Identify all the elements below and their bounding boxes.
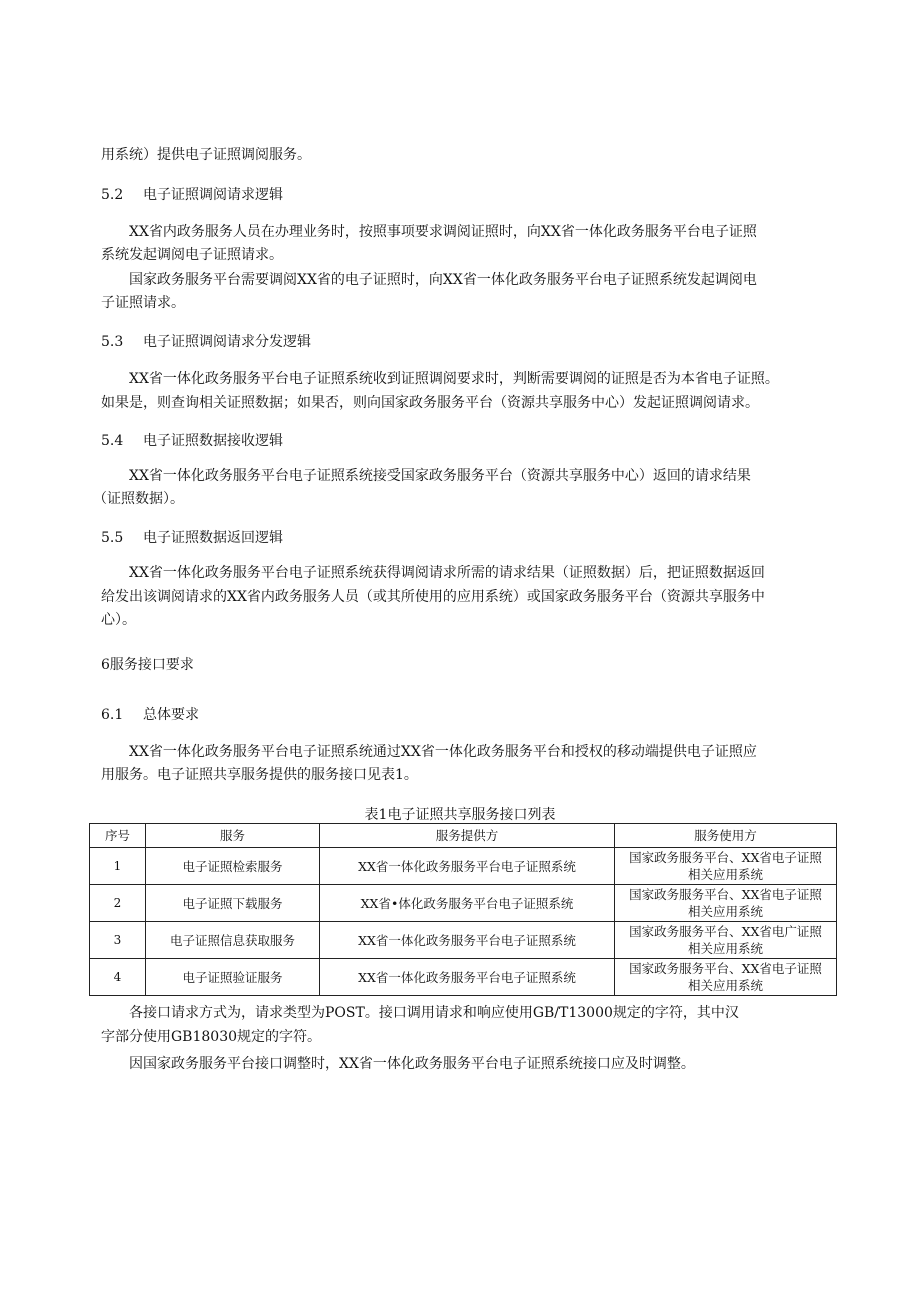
row-number: 1 bbox=[90, 848, 146, 885]
table-row bbox=[90, 959, 837, 996]
table-row bbox=[90, 922, 837, 959]
paragraph-line: 如果是，则查询相关证照数据；如果否，则向国家政务服务平台（资源共享服务中心）发起证照调阅请求。 bbox=[101, 395, 759, 411]
service-provider: XX省•体化政务服务平台电子证照系统 bbox=[320, 885, 615, 922]
section-number: 6.1 bbox=[101, 707, 124, 723]
service-provider: XX省一体化政务服务平台电子证照系统 bbox=[320, 959, 615, 996]
section-title: 电子证照调阅请求逻辑 bbox=[143, 187, 283, 203]
table-row bbox=[90, 885, 837, 922]
service-name: 电子证照信息获取服务 bbox=[146, 922, 320, 959]
header-cell: 服务使用方 bbox=[615, 824, 837, 848]
paragraph-line: 系统发起调阅电子证照请求。 bbox=[101, 247, 283, 263]
row-number: 2 bbox=[90, 885, 146, 922]
chapter-6-heading: 6服务接口要求 bbox=[101, 657, 194, 673]
service-name: 电子证照下载服务 bbox=[146, 885, 320, 922]
paragraph-line: （证照数据）。 bbox=[93, 491, 184, 507]
row-number: 3 bbox=[90, 922, 146, 959]
section-5-2-heading bbox=[101, 186, 283, 204]
service-user-line1: 国家政务服务平台、XX省电子证照 bbox=[629, 850, 822, 865]
service-user-line1: 国家政务服务平台、XX省电子证照 bbox=[629, 887, 822, 902]
service-user-line1: 国家政务服务平台、XX省电子证照 bbox=[629, 961, 822, 976]
service-interface-table bbox=[89, 823, 837, 996]
service-user bbox=[615, 885, 837, 922]
section-number: 5.4 bbox=[101, 433, 124, 449]
paragraph-line: 心）。 bbox=[101, 612, 136, 628]
section-5-3-heading bbox=[101, 333, 311, 351]
service-name: 电子证照检索服务 bbox=[146, 848, 320, 885]
table-header-row bbox=[90, 824, 837, 848]
service-user-line1: 国家政务服务平台、XX省电广证照 bbox=[629, 924, 822, 939]
table-caption: 表1电子证照共享服务接口列表 bbox=[364, 807, 556, 823]
section-number: 5.3 bbox=[101, 334, 124, 350]
section-number: 5.2 bbox=[101, 187, 124, 203]
section-5-4-heading bbox=[101, 432, 283, 450]
section-6-1-heading bbox=[101, 706, 199, 724]
service-user bbox=[615, 848, 837, 885]
service-name: 电子证照验证服务 bbox=[146, 959, 320, 996]
header-cell: 序号 bbox=[90, 824, 146, 848]
service-provider: XX省一体化政务服务平台电子证照系统 bbox=[320, 848, 615, 885]
paragraph-line: 国家政务服务平台需要调阅XX省的电子证照时，向XX省一体化政务服务平台电子证照系统发起调阅电 bbox=[129, 272, 757, 288]
section-number: 5.5 bbox=[101, 530, 124, 546]
paragraph-line: 各接口请求方式为，请求类型为POST。接口调用请求和响应使用GB/T13000规定的字符，其中汉 bbox=[129, 1005, 739, 1021]
intro-tail: 用系统）提供电子证照调阅服务。 bbox=[101, 147, 311, 163]
section-title: 电子证照数据接收逻辑 bbox=[143, 433, 283, 449]
service-user bbox=[615, 922, 837, 959]
header-cell: 服务 bbox=[146, 824, 320, 848]
paragraph-line: XX省内政务服务人员在办理业务时，按照事项要求调阅证照时，向XX省一体化政务服务平台电子证照 bbox=[129, 224, 757, 240]
paragraph-line: XX省一体化政务服务平台电子证照系统接受国家政务服务平台（资源共享服务中心）返回的请求结果 bbox=[129, 468, 751, 484]
row-number: 4 bbox=[90, 959, 146, 996]
paragraph-line: XX省一体化政务服务平台电子证照系统收到证照调阅要求时，判断需要调阅的证照是否为本省电子证照。 bbox=[129, 371, 779, 387]
service-user-line2: 相关应用系统 bbox=[687, 941, 763, 956]
table-row bbox=[90, 848, 837, 885]
service-user-line2: 相关应用系统 bbox=[687, 867, 763, 882]
paragraph-line: XX省一体化政务服务平台电子证照系统通过XX省一体化政务服务平台和授权的移动端提供电子证照应 bbox=[129, 744, 757, 760]
section-title: 总体要求 bbox=[143, 707, 199, 723]
section-title: 电子证照调阅请求分发逻辑 bbox=[143, 334, 311, 350]
paragraph-line: XX省一体化政务服务平台电子证照系统获得调阅请求所需的请求结果（证照数据）后，把证照数据返回 bbox=[129, 565, 765, 581]
service-provider: XX省一体化政务服务平台电子证照系统 bbox=[320, 922, 615, 959]
section-5-5-heading bbox=[101, 529, 283, 547]
paragraph-line: 因国家政务服务平台接口调整时，XX省一体化政务服务平台电子证照系统接口应及时调整。 bbox=[129, 1056, 695, 1072]
service-user bbox=[615, 959, 837, 996]
service-user-line2: 相关应用系统 bbox=[687, 904, 763, 919]
paragraph-line: 用服务。电子证照共享服务提供的服务接口见表1。 bbox=[101, 767, 418, 783]
paragraph-line: 字部分使用GB18030规定的字符。 bbox=[101, 1029, 322, 1045]
header-cell: 服务提供方 bbox=[320, 824, 615, 848]
paragraph-line: 子证照请求。 bbox=[101, 295, 185, 311]
paragraph-line: 给发出该调阅请求的XX省内政务服务人员（或其所使用的应用系统）或国家政务服务平台（资源共享服务中 bbox=[101, 589, 765, 605]
service-user-line2: 相关应用系统 bbox=[687, 978, 763, 993]
section-title: 电子证照数据返回逻辑 bbox=[143, 530, 283, 546]
